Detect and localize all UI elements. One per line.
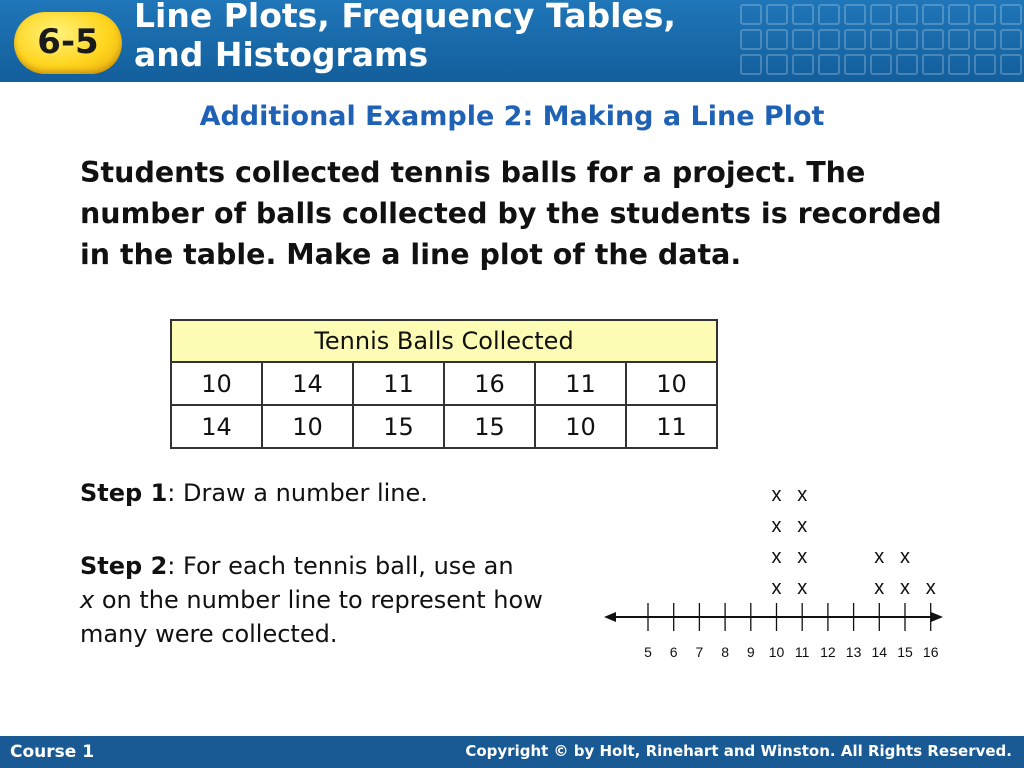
tick-label-15: 15	[897, 644, 913, 660]
tick-label-13: 13	[845, 644, 862, 660]
step-2-variable: x	[80, 586, 95, 614]
step-2-text-a: : For each tennis ball, use an	[167, 552, 514, 580]
tick-label-16: 16	[922, 644, 939, 660]
step-1-text: : Draw a number line.	[167, 479, 428, 507]
table-cell: 11	[353, 362, 444, 405]
table-cell: 10	[626, 362, 717, 405]
table-cell: 11	[535, 362, 626, 405]
plot-mark-11-4: x	[797, 484, 808, 506]
tennis-balls-table	[170, 319, 718, 449]
tick-label-10: 10	[768, 644, 785, 660]
step-2	[80, 549, 600, 651]
step-2-label: Step 2	[80, 552, 168, 580]
table-cell: 10	[535, 405, 626, 448]
table-caption: Tennis Balls Collected	[171, 320, 717, 362]
lesson-title-line2: and Histograms	[134, 35, 429, 74]
left-arrow-icon	[604, 612, 616, 622]
table-cell: 15	[353, 405, 444, 448]
table-cell: 14	[171, 405, 262, 448]
plot-mark-10-3: x	[771, 515, 782, 537]
plot-mark-15-2: x	[900, 546, 910, 568]
tick-label-11: 11	[794, 644, 810, 660]
tick-label-7: 7	[695, 644, 704, 660]
problem-statement: Students collected tennis balls for a project. The number of balls collected by the students is recorded in the table. Make a line plot of the data.	[80, 156, 942, 271]
table-cell: 11	[626, 405, 717, 448]
table-cell: 14	[262, 362, 353, 405]
course-label: Course 1	[10, 742, 95, 762]
tick-label-14: 14	[871, 644, 888, 660]
plot-mark-16-1: x	[925, 577, 936, 599]
table-row	[171, 362, 717, 405]
right-arrow-icon	[931, 612, 943, 622]
step-1	[80, 476, 428, 510]
plot-mark-14-1: x	[874, 577, 885, 599]
copyright-notice: Copyright © by Holt, Rinehart and Winston. All Rights Reserved.	[465, 742, 1012, 760]
table-cell: 10	[262, 405, 353, 448]
table-cell: 10	[171, 362, 262, 405]
plot-mark-11-1: x	[797, 577, 808, 599]
header-grid-decoration	[740, 4, 1024, 78]
slide-footer	[0, 736, 1024, 768]
plot-mark-10-4: x	[771, 484, 782, 506]
line-plot	[600, 478, 945, 668]
slide-header	[0, 0, 1024, 82]
tick-label-9: 9	[746, 644, 755, 660]
plot-mark-10-1: x	[771, 577, 782, 599]
tick-label-8: 8	[721, 644, 729, 660]
plot-mark-10-2: x	[771, 546, 782, 568]
plot-mark-11-2: x	[797, 546, 808, 568]
tick-label-12: 12	[820, 644, 836, 660]
step-1-label: Step 1	[80, 479, 168, 507]
tick-label-6: 6	[669, 644, 678, 660]
lesson-number: 6-5	[37, 22, 99, 62]
lesson-badge	[14, 12, 122, 74]
plot-mark-11-3: x	[797, 515, 808, 537]
tick-label-5: 5	[644, 644, 652, 660]
example-subtitle: Additional Example 2: Making a Line Plot	[199, 101, 825, 132]
plot-mark-15-1: x	[900, 577, 910, 599]
table-row	[171, 405, 717, 448]
step-2-text-b: on the number line to represent how many were collected.	[80, 586, 543, 648]
lesson-title	[134, 0, 734, 74]
lesson-title-line1: Line Plots, Frequency Tables,	[134, 0, 676, 35]
table-cell: 15	[444, 405, 535, 448]
table-cell: 16	[444, 362, 535, 405]
plot-mark-14-2: x	[874, 546, 885, 568]
